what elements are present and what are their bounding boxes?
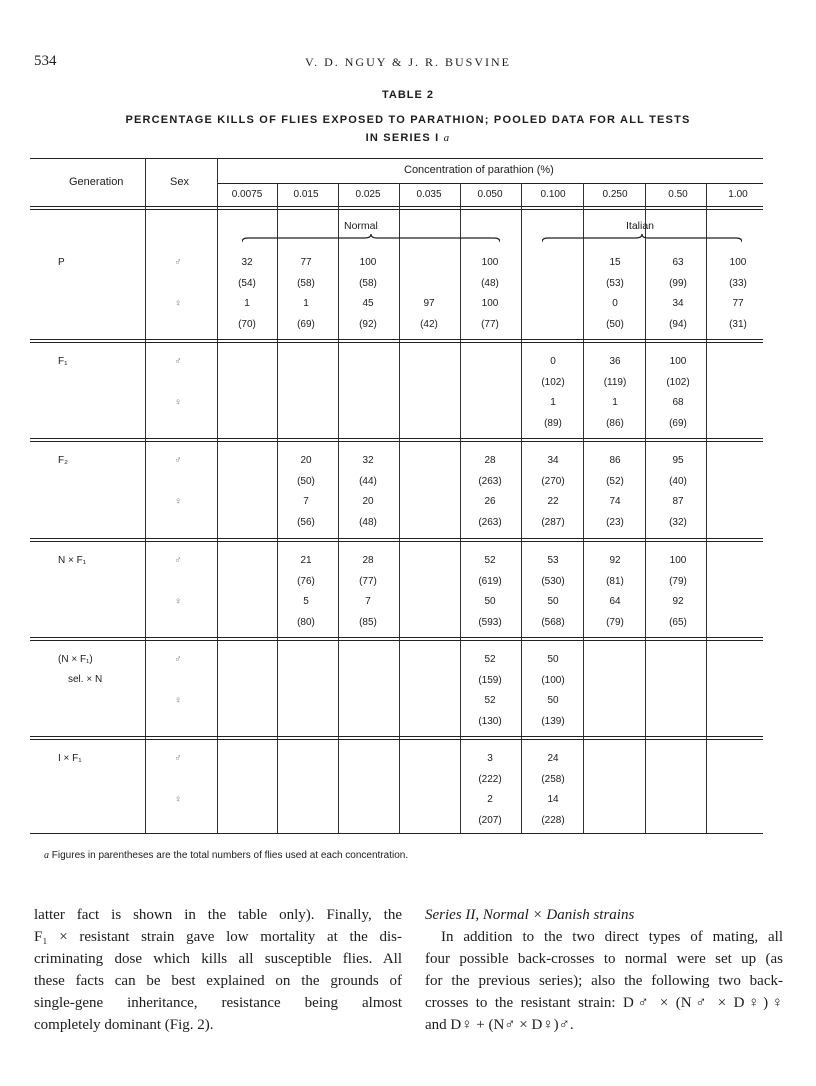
table-cell: 52 — [484, 555, 496, 566]
table-cell: 68 — [672, 397, 684, 408]
sex-symbol: ♂ — [174, 555, 182, 566]
sex-symbol: ♂ — [174, 753, 182, 764]
table-cell: 34 — [672, 298, 684, 309]
table-cell: (222) — [478, 773, 502, 785]
table-cell: (48) — [359, 516, 377, 528]
table-cell: (159) — [478, 674, 502, 686]
table-cell: (85) — [359, 616, 377, 628]
generation-label-line2: sel. × N — [68, 674, 103, 685]
table-cell: 97 — [423, 298, 435, 309]
table-cell: 28 — [362, 555, 374, 566]
body-line: for the previous series); also the following two back- — [425, 973, 783, 989]
table-cell: (94) — [669, 318, 687, 330]
concentration-value: 0.035 — [416, 189, 442, 200]
table-cell: 0 — [612, 298, 618, 309]
generation-label: F₁ — [58, 356, 68, 367]
table-cell: (258) — [541, 773, 565, 785]
group-separator-2 — [30, 441, 763, 442]
sex-symbol: ♀ — [174, 496, 182, 507]
sex-header: Sex — [170, 176, 189, 188]
table-cell: 52 — [484, 654, 496, 665]
concentration-header: Concentration of parathion (%) — [404, 164, 554, 176]
table-cell: 50 — [547, 695, 559, 706]
table-cell: (619) — [478, 575, 502, 587]
caption-line-2-text: IN SERIES I — [365, 132, 440, 144]
table-cell: (42) — [420, 318, 438, 330]
table-cell: (270) — [541, 475, 565, 487]
table-cell: 1 — [612, 397, 618, 408]
table-cell: 77 — [300, 257, 312, 268]
table-cell: (79) — [669, 575, 687, 587]
table-top-rule — [30, 158, 763, 159]
group-separator-2 — [30, 342, 763, 343]
table-cell: (568) — [541, 616, 565, 628]
table-cell: (32) — [669, 516, 687, 528]
table-cell: (77) — [481, 318, 499, 330]
running-title: V. D. NGUY & J. R. BUSVINE — [304, 55, 511, 69]
group-separator — [30, 736, 763, 737]
body-line: In addition to the two direct types of mating, all — [441, 929, 783, 945]
header-bottom-rule — [30, 206, 763, 207]
italian-brace — [542, 234, 742, 244]
sex-symbol: ♀ — [174, 794, 182, 805]
table-cell: 100 — [481, 298, 499, 309]
table-cell: (54) — [238, 277, 256, 289]
sex-symbol: ♀ — [174, 695, 182, 706]
table-cell: 64 — [609, 596, 621, 607]
table-cell: 52 — [484, 695, 496, 706]
table-footnote — [44, 850, 408, 861]
table-cell: (119) — [603, 376, 627, 388]
table-cell: (81) — [606, 575, 624, 587]
header-bottom-rule-2 — [30, 209, 763, 210]
col-divider-sex — [217, 158, 218, 833]
table-cell: 21 — [300, 555, 312, 566]
table-cell: 36 — [609, 356, 621, 367]
body-line: four possible back-crosses to normal were set up (as — [425, 951, 783, 967]
table-cell: (50) — [297, 475, 315, 487]
footnote-text: Figures in parentheses are the total numbers of flies used at each concentration. — [51, 850, 409, 861]
table-cell: (89) — [544, 417, 562, 429]
table-cell: 86 — [609, 455, 621, 466]
table-cell: (263) — [478, 475, 502, 487]
generation-label: I × F₁ — [58, 753, 82, 764]
table-cell: 32 — [362, 455, 374, 466]
concentration-value: 0.100 — [540, 189, 566, 200]
caption-note-mark: a — [443, 132, 451, 144]
table-cell: 100 — [481, 257, 499, 268]
table-cell: (130) — [478, 715, 502, 727]
conc-header-rule — [217, 183, 763, 184]
table-cell: 100 — [729, 257, 747, 268]
body-line: these facts can be best explained on the grounds of — [34, 973, 402, 989]
group-separator-2 — [30, 739, 763, 740]
table-cell: 2 — [487, 794, 493, 805]
table-cell: (53) — [606, 277, 624, 289]
caption-line-1: PERCENTAGE KILLS OF FLIES EXPOSED TO PARATHION; POOLED DATA FOR ALL TESTS — [125, 114, 691, 126]
body-line: latter fact is shown in the table only). Finally, the — [34, 907, 402, 923]
body-line: and D♀ + (N♂ × D♀)♂. — [425, 1017, 574, 1033]
sex-symbol: ♀ — [174, 397, 182, 408]
sex-symbol: ♀ — [174, 596, 182, 607]
table-cell: (44) — [359, 475, 377, 487]
table-cell: 26 — [484, 496, 496, 507]
table-cell: 100 — [359, 257, 377, 268]
table-cell: (50) — [606, 318, 624, 330]
group-separator — [30, 438, 763, 439]
table-cell: 7 — [365, 596, 371, 607]
table-cell: 92 — [672, 596, 684, 607]
table-cell: 1 — [550, 397, 556, 408]
section-body — [425, 926, 783, 1036]
table-cell: (52) — [606, 475, 624, 487]
table-cell: 100 — [669, 555, 687, 566]
body-line: F₁ × resistant strain gave low mortality at the dis- — [34, 929, 402, 945]
body-text-left — [34, 904, 402, 1036]
table-cell: 28 — [484, 455, 496, 466]
table-cell: (58) — [359, 277, 377, 289]
generation-label: F₂ — [58, 455, 68, 466]
table-cell: (139) — [541, 715, 565, 727]
sex-symbol: ♂ — [174, 356, 182, 367]
concentration-value: 1.00 — [728, 189, 748, 200]
table-cell: (58) — [297, 277, 315, 289]
generation-label: N × F₁ — [58, 555, 87, 566]
table-cell: (80) — [297, 616, 315, 628]
table-cell: (31) — [729, 318, 747, 330]
concentration-value: 0.0075 — [231, 189, 263, 200]
sex-symbol: ♂ — [174, 654, 182, 665]
group-separator — [30, 538, 763, 539]
body-line: single-gene inheritance, resistance being almost — [34, 995, 402, 1011]
table-cell: (530) — [541, 575, 565, 587]
table-cell: (593) — [478, 616, 502, 628]
table-cell: 92 — [609, 555, 621, 566]
table-cell: (69) — [297, 318, 315, 330]
concentration-value: 0.015 — [293, 189, 319, 200]
strain-italian-label: Italian — [626, 220, 655, 232]
table-cell: (207) — [478, 814, 502, 826]
table-cell: 87 — [672, 496, 684, 507]
table-cell: (228) — [541, 814, 565, 826]
table-cell: (102) — [541, 376, 565, 388]
body-text-right — [425, 904, 783, 1036]
table-cell: 22 — [547, 496, 559, 507]
table-cell: (76) — [297, 575, 315, 587]
footnote-mark: a — [44, 850, 49, 861]
table-cell: (65) — [669, 616, 687, 628]
strain-normal-label: Normal — [344, 220, 378, 232]
section-heading: Series II, Normal × Danish strains — [425, 907, 635, 923]
group-separator — [30, 339, 763, 340]
table-cell: 74 — [609, 496, 621, 507]
table-cell: (48) — [481, 277, 499, 289]
table-cell: (100) — [541, 674, 565, 686]
sex-symbol: ♀ — [174, 298, 182, 309]
table-cell: 95 — [672, 455, 684, 466]
sex-symbol: ♂ — [174, 257, 182, 268]
table-cell: 15 — [609, 257, 621, 268]
table-cell: (86) — [606, 417, 624, 429]
table-cell: (99) — [669, 277, 687, 289]
body-line: criminating dose which kills all susceptible flies. All — [34, 951, 402, 967]
table-cell: 5 — [303, 596, 309, 607]
table-cell: 1 — [244, 298, 250, 309]
table-cell: 100 — [669, 356, 687, 367]
generation-label: (N × F₁) — [58, 654, 93, 665]
body-line: crosses to the resistant strain: D♂ × (N♂ × D♀)♀ — [425, 995, 783, 1011]
table-bottom-rule — [30, 833, 763, 834]
table-cell: 34 — [547, 455, 559, 466]
generation-label: P — [58, 257, 65, 268]
table-cell: (77) — [359, 575, 377, 587]
table-cell: 14 — [547, 794, 559, 805]
concentration-value: 0.025 — [355, 189, 381, 200]
table-cell: 50 — [547, 596, 559, 607]
table-cell: (40) — [669, 475, 687, 487]
concentration-value: 0.250 — [602, 189, 628, 200]
generation-header: Generation — [69, 176, 124, 188]
table-cell: (102) — [666, 376, 690, 388]
table-cell: (79) — [606, 616, 624, 628]
sex-symbol: ♂ — [174, 455, 182, 466]
table-cell: 77 — [732, 298, 744, 309]
table-cell: 20 — [362, 496, 374, 507]
table-cell: 1 — [303, 298, 309, 309]
concentration-value: 0.050 — [477, 189, 503, 200]
table-number: TABLE 2 — [381, 89, 435, 101]
table-cell: (92) — [359, 318, 377, 330]
table-cell: (70) — [238, 318, 256, 330]
group-separator-2 — [30, 541, 763, 542]
table-cell: 50 — [484, 596, 496, 607]
body-line: completely dominant (Fig. 2). — [34, 1017, 214, 1033]
table-cell: (287) — [541, 516, 565, 528]
table-cell: (56) — [297, 516, 315, 528]
group-separator — [30, 637, 763, 638]
group-separator-2 — [30, 640, 763, 641]
table-cell: 45 — [362, 298, 374, 309]
table-cell: (69) — [669, 417, 687, 429]
concentration-value: 0.50 — [668, 189, 688, 200]
table-cell: 32 — [241, 257, 253, 268]
table-cell: 50 — [547, 654, 559, 665]
table-cell: (33) — [729, 277, 747, 289]
normal-brace — [242, 234, 500, 244]
table-cell: 0 — [550, 356, 556, 367]
col-divider-generation — [145, 158, 146, 833]
table-cell: 7 — [303, 496, 309, 507]
table-cell: 3 — [487, 753, 493, 764]
table-cell: 20 — [300, 455, 312, 466]
table-cell: 53 — [547, 555, 559, 566]
table-cell: 24 — [547, 753, 559, 764]
table-cell: (23) — [606, 516, 624, 528]
table-cell: 63 — [672, 257, 684, 268]
page-number: 534 — [34, 53, 57, 69]
table-cell: (263) — [478, 516, 502, 528]
